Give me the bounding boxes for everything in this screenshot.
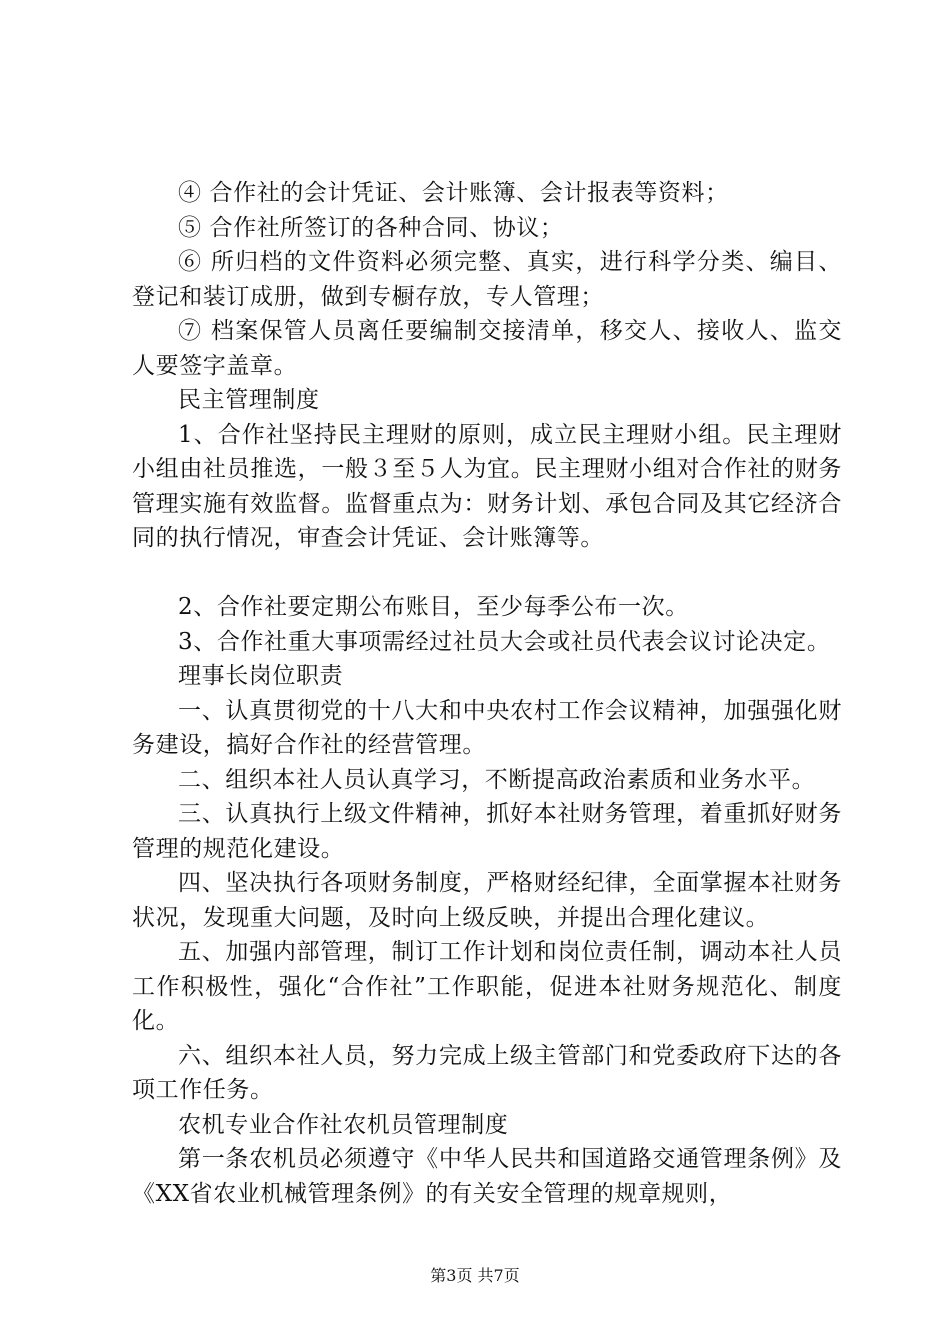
paragraph-chairman-duty-4: 四、坚决执行各项财务制度，严格财经纪律，全面掌握本社财务状况，发现重大问题，及时向上级反映，并提出合理化建议。 (132, 870, 842, 931)
paragraph-chairman-duty-3: 三、认真执行上级文件精神，抓好本社财务管理，着重抓好财务管理的规范化建设。 (132, 801, 842, 862)
paragraph-chairman-duty-1: 一、认真贯彻党的十八大和中央农村工作会议精神，加强强化财务建设，搞好合作社的经营管理。 (132, 697, 842, 758)
paragraph-archive-item-5: ⑤ 合作社所签订的各种合同、协议； (178, 214, 564, 241)
paragraph-democratic-item-1: 1、合作社坚持民主理财的原则，成立民主理财小组。民主理财小组由社员推选，一般３至５人为宜。民主理财小组对合作社的财务管理实施有效监督。监督重点为：财务计划、承包合同及其它经济合同的执行情况，审查会计凭证、会计账簿等。 (132, 421, 842, 551)
paragraph-archive-item-4: ④ 合作社的会计凭证、会计账簿、会计报表等资料； (178, 180, 729, 206)
paragraph-archive-item-6: ⑥ 所归档的文件资料必须完整、真实，进行科学分类、编目、登记和装订成册，做到专橱存放，专人管理； (132, 249, 842, 310)
document-body (132, 176, 842, 1211)
heading-democratic-management: 民主管理制度 (178, 387, 320, 413)
paragraph-chairman-duty-5: 五、加强内部管理，制订工作计划和岗位责任制，调动本社人员工作积极性，强化“合作社”工作职能，促进本社财务规范化、制度化。 (132, 939, 842, 1034)
heading-machinery-operator-rules: 农机专业合作社农机员管理制度 (178, 1111, 509, 1138)
page-number-footer: 第3页 共7页 (430, 1266, 520, 1285)
heading-chairman-duties: 理事长岗位职责 (178, 663, 344, 689)
paragraph-archive-item-7: ⑦ 档案保管人员离任要编制交接清单，移交人、接收人、监交人要签字盖章。 (132, 318, 842, 379)
paragraph-chairman-duty-6: 六、组织本社人员，努力完成上级主管部门和党委政府下达的各项工作任务。 (132, 1042, 842, 1103)
paragraph-democratic-item-3: 3、合作社重大事项需经过社员大会或社员代表会议讨论决定。 (178, 628, 831, 655)
paragraph-democratic-item-2: 2、合作社要定期公布账目，至少每季公布一次。 (178, 594, 689, 620)
paragraph-machinery-article-1: 第一条农机员必须遵守《中华人民共和国道路交通管理条例》及《XX省农业机械管理条例》的有关安全管理的规章规则， (132, 1146, 842, 1207)
paragraph-chairman-duty-2: 二、组织本社人员认真学习，不断提高政治素质和业务水平。 (178, 766, 816, 793)
